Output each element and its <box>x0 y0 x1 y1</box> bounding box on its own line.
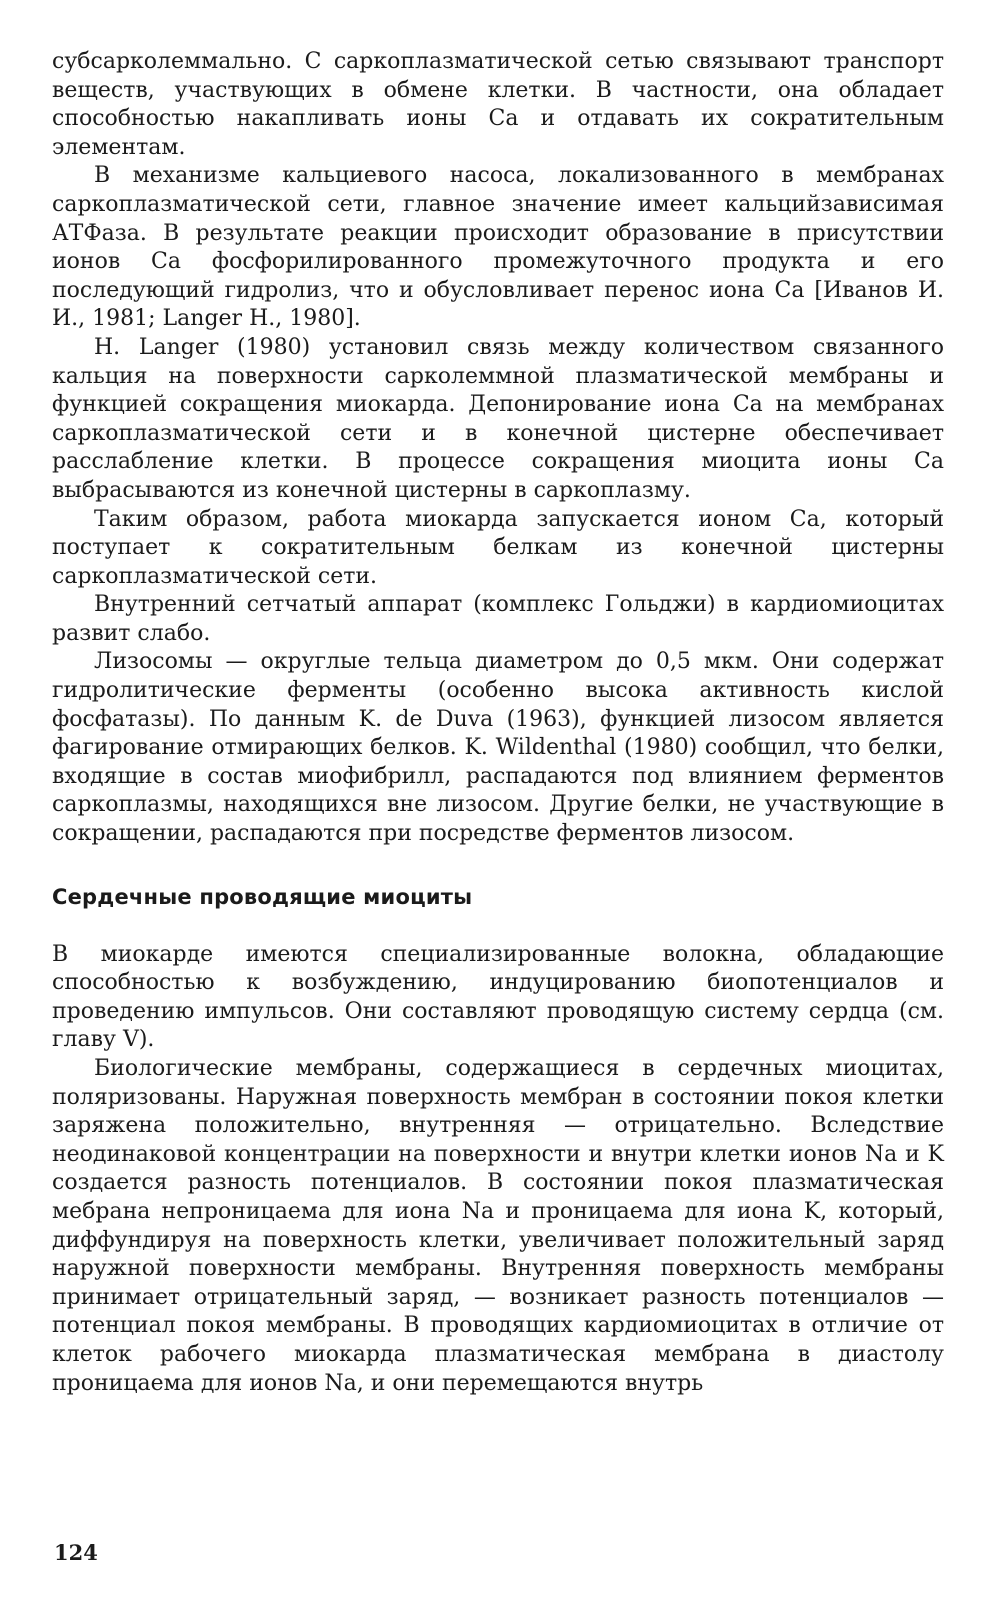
paragraph-calcium-pump: В механизме кальциевого насоса, локализованного в мембранах саркоплазматической сети, главное значение имеет кальцийзависимая АТФаза. В результате реакции происходит образование в присутствии ионов Са фосфорилированного промежуточного продукта и его последующий гидролиз, что и обусловливает перенос иона Са [Иванов И. И., 1981; Langer H., 1980]. <box>52 163 944 332</box>
page-number: 124 <box>54 1540 98 1565</box>
section-heading: Сердечные проводящие миоциты <box>52 884 473 909</box>
paragraph-golgi: Внутренний сетчатый аппарат (комплекс Гольджи) в кардиомиоцитах развит слабо. <box>52 592 944 646</box>
paragraph-langer: H. Langer (1980) установил связь между количеством связанного кальция на поверхности сарколеммной плазматической мембраны и функцией сокращения миокарда. Депонирование иона Са на мембранах саркоплазматической сети и в конечной цистерне обеспечивает расслабление клетки. В процессе сокращения миоцита ионы Са выбрасываются из конечной цистерны в саркоплазму. <box>52 334 944 503</box>
paragraph-continuation: субсарколеммально. С саркоплазматической сетью связывают транспорт веществ, участвующих в обмене клетки. В частности, она обладает способностью накапливать ионы Са и отдавать их сократительным элементам. <box>52 49 944 160</box>
book-page <box>52 48 944 1398</box>
paragraph-membrane-polarization: Биологические мембраны, содержащиеся в сердечных миоцитах, поляризованы. Наружная поверхность мембран в состоянии покоя клетки заряжена положительно, внутренняя — отрицательно. Вследствие неодинаковой концентрации на поверхности и внутри клетки ионов Na и K создается разность потенциалов. В состоянии покоя плазматическая мебрана непроницаема для иона Na и проницаема для иона K, который, диффундируя на поверхность клетки, увеличивает положительный заряд наружной поверхности мембраны. Внутренняя поверхность мембраны принимает отрицательный заряд, — возникает разность потенциалов — потенциал покоя мембраны. В проводящих кардиомиоцитах в отличие от клеток рабочего миокарда плазматическая мембрана в диастолу проницаема для ионов Na, и они перемещаются внутрь <box>52 1056 944 1396</box>
paragraph-lysosomes: Лизосомы — округлые тельца диаметром до 0,5 мкм. Они содержат гидролитические ферменты (особенно высока активность кислой фосфатазы). По данным K. de Duva (1963), функцией лизосом является фагирование отмирающих белков. K. Wildenthal (1980) сообщил, что белки, входящие в состав миофибрилл, распадаются под влиянием ферментов саркоплазмы, находящихся вне лизосом. Другие белки, не участвующие в сокращении, распадаются при посредстве ферментов лизосом. <box>52 649 944 847</box>
paragraph-specialized-fibers: В миокарде имеются специализированные волокна, обладающие способностью к возбуждению, индуцированию биопотенциалов и проведению импульсов. Они составляют проводящую систему сердца (см. главу V). <box>52 941 944 1053</box>
paragraph-myocardium-trigger: Таким образом, работа миокарда запускается ионом Са, который поступает к сократительным белкам из конечной цистерны саркоплазматической сети. <box>52 506 944 589</box>
